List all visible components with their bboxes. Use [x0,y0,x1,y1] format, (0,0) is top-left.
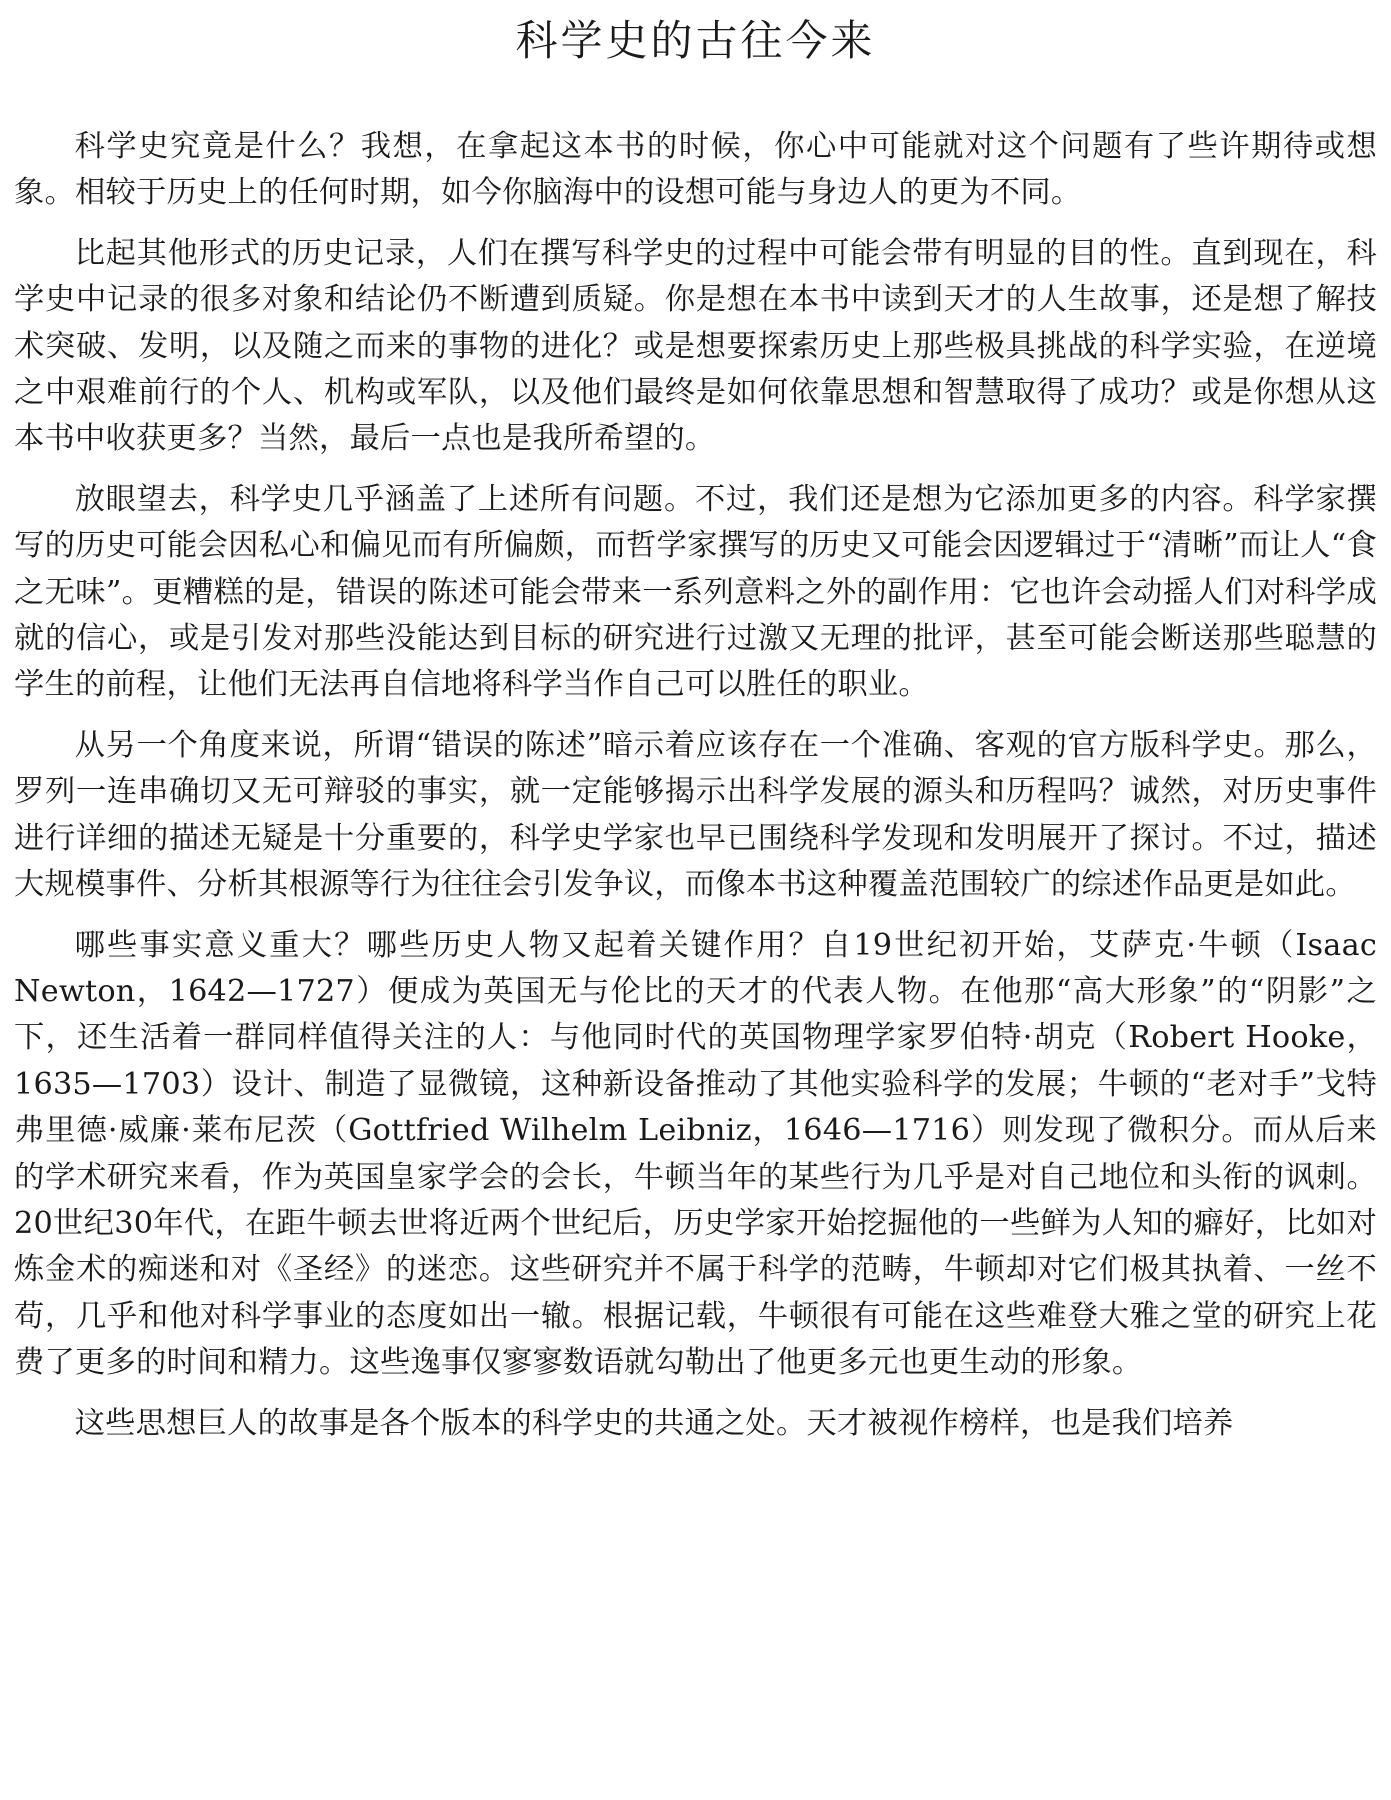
paragraph-2: 比起其他形式的历史记录，人们在撰写科学史的过程中可能会带有明显的目的性。直到现在，科学史中记录的很多对象和结论仍不断遭到质疑。你是想在本书中读到天才的人生故事，还是想了解技术突破、发明，以及随之而来的事物的进化？或是想要探索历史上那些极具挑战的科学实验，在逆境之中艰难前行的个人、机构或军队，以及他们最终是如何依靠思想和智慧取得了成功？或是你想从这本书中收获更多？当然，最后一点也是我所希望的。 [14,235,1377,457]
paragraph-6: 这些思想巨人的故事是各个版本的科学史的共通之处。天才被视作榜样，也是我们培养 [74,1405,1234,1441]
paragraph-5: 哪些事实意义重大？哪些历史人物又起着关键作用？自19世纪初开始，艾萨克·牛顿（Isaac Newton，1642—1727）便成为英国无与伦比的天才的代表人物。在他那“高大形象”的“阴影”之下，还生活着一群同样值得关注的人：与他同时代的英国物理学家罗伯特·胡克（Robert Hooke，1635—1703）设计、制造了显微镜，这种新设备推动了其他实验科学的发展；牛顿的“老对手”戈特弗里德·威廉·莱布尼茨（Gottfried Wilhelm Leibniz，1646—1716）则发现了微积分。而从后来的学术研究来看，作为英国皇家学会的会长，牛顿当年的某些行为几乎是对自己地位和头衔的讽刺。20世纪30年代，在距牛顿去世将近两个世纪后，历史学家开始挖掘他的一些鲜为人知的癖好，比如对炼金术的痴迷和对《圣经》的迷恋。这些研究并不属于科学的范畴，牛顿却对它们极其执着、一丝不苟，几乎和他对科学事业的态度如出一辙。根据记载，牛顿很有可能在这些难登大雅之堂的研究上花费了更多的时间和精力。这些逸事仅寥寥数语就勾勒出了他更多元也更生动的形象。 [14,927,1377,1381]
paragraph-1: 科学史究竟是什么？我想，在拿起这本书的时候，你心中可能就对这个问题有了些许期待或想象。相较于历史上的任何时期，如今你脑海中的设想可能与身边人的更为不同。 [14,129,1377,211]
page-title: 科学史的古往今来 [515,16,876,65]
paragraph-3: 放眼望去，科学史几乎涵盖了上述所有问题。不过，我们还是想为它添加更多的内容。科学家撰写的历史可能会因私心和偏见而有所偏颇，而哲学家撰写的历史又可能会因逻辑过于“清晰”而让人“食之无味”。更糟糕的是，错误的陈述可能会带来一系列意料之外的副作用：它也许会动摇人们对科学成就的信心，或是引发对那些没能达到目标的研究进行过激又无理的批评，甚至可能会断送那些聪慧的学生的前程，让他们无法再自信地将科学当作自己可以胜任的职业。 [14,481,1377,703]
body-text [14,124,1377,1461]
paragraph-4: 从另一个角度来说，所谓“错误的陈述”暗示着应该存在一个准确、客观的官方版科学史。那么，罗列一连串确切又无可辩驳的事实，就一定能够揭示出科学发展的源头和历程吗？诚然，对历史事件进行详细的描述无疑是十分重要的，科学史学家也早已围绕科学发现和发明展开了探讨。不过，描述大规模事件、分析其根源等行为往往会引发争议，而像本书这种覆盖范围较广的综述作品更是如此。 [14,727,1377,903]
